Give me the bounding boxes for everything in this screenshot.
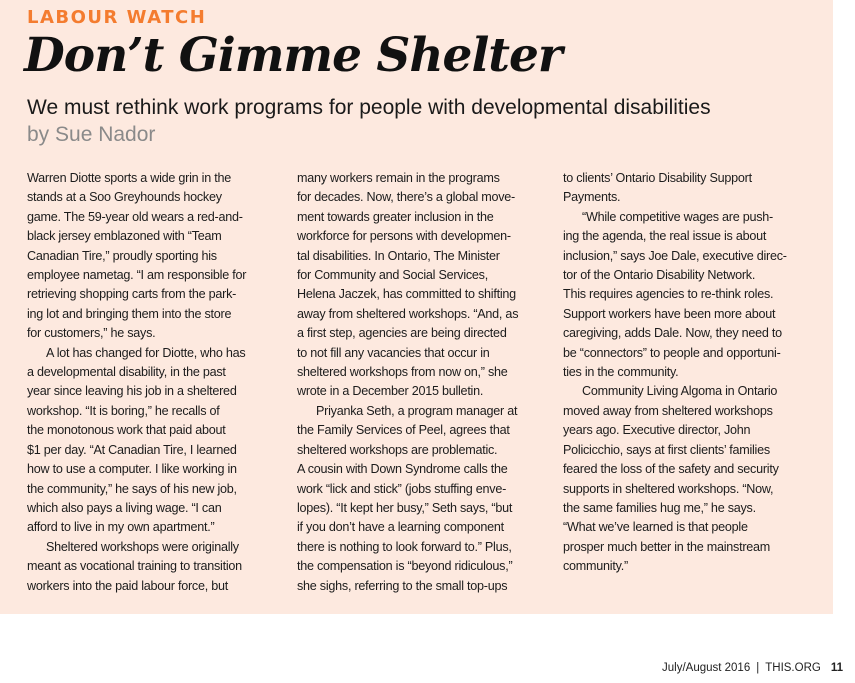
text-line: meant as vocational training to transition (27, 559, 242, 574)
text-line: Warren Diotte sports a wide grin in the (27, 171, 231, 185)
article-paragraph (27, 344, 269, 538)
text-line: ing the agenda, the real issue is about (563, 229, 767, 244)
article-column-2 (297, 169, 539, 596)
article-paragraph (563, 169, 805, 208)
text-line: be “connectors” to people and opportuni- (563, 345, 781, 360)
article-deck: We must rethink work programs for people with developmental disabilities (27, 96, 711, 119)
text-line: employee nametag. “I am responsible for (27, 268, 247, 283)
text-line: to not fill any vacancies that occur in (297, 345, 490, 360)
text-line: which also pays a living wage. “I can (27, 500, 222, 515)
text-line: ment towards greater inclusion in the (297, 209, 494, 224)
text-line: A cousin with Down Syndrome calls the (297, 462, 508, 477)
text-line: Priyanka Seth, a program manager at (316, 403, 518, 418)
text-line: lopes). “It kept her busy,” Seth says, “but (297, 500, 513, 515)
text-line: work “lick and stick” (jobs stuffing enve- (297, 481, 507, 496)
text-line: caregiving, adds Dale. Now, they need to (563, 326, 782, 341)
text-line: Payments. (563, 190, 621, 205)
text-line: supports in sheltered workshops. “Now, (563, 481, 774, 496)
text-line: $1 per day. “At Canadian Tire, I learned (27, 442, 237, 457)
text-line: “While competitive wages are push- (582, 209, 773, 224)
text-line: the compensation is “beyond ridiculous,” (297, 559, 513, 574)
text-line: year since leaving his job in a sheltered (27, 384, 237, 399)
text-line: A lot has changed for Diotte, who has (46, 345, 246, 360)
text-line: for decades. Now, there’s a global move- (297, 190, 515, 205)
text-line: ing lot and bringing them into the store (27, 306, 232, 321)
site-name: THIS.ORG (765, 662, 821, 674)
article-paragraph (27, 169, 269, 344)
article-paragraph (563, 208, 805, 383)
text-line: Support workers have been more about (563, 306, 776, 321)
text-line: This requires agencies to re-think roles. (563, 287, 774, 302)
page-footer (662, 662, 843, 674)
text-line: the Family Services of Peel, agrees that (297, 423, 510, 438)
text-line: away from sheltered workshops. “And, as (297, 306, 519, 321)
text-line: Policicchio, says at first clients’ families (563, 442, 770, 457)
section-kicker: LABOUR WATCH (27, 7, 207, 28)
text-line: Sheltered workshops were originally (46, 539, 239, 554)
text-line: the monotonous work that paid about (27, 423, 226, 438)
text-line: workforce for persons with developmen- (297, 229, 511, 244)
article-headline: Don’t Gimme Shelter (24, 28, 562, 83)
text-line: moved away from sheltered workshops (563, 403, 773, 418)
text-line: ties in the community. (563, 365, 679, 380)
text-line: a first step, agencies are being directed (297, 326, 507, 341)
text-line: retrieving shopping carts from the park- (27, 287, 237, 302)
issue-date: July/August 2016 (662, 662, 751, 674)
footer-separator: | (756, 662, 760, 674)
page-number: 11 (830, 662, 843, 674)
text-line: for customers,” he says. (27, 326, 156, 341)
text-line: Canadian Tire,” proudly sporting his (27, 248, 217, 263)
text-line: inclusion,” says Joe Dale, executive direc- (563, 248, 787, 263)
text-line: game. The 59-year old wears a red-and- (27, 209, 243, 224)
text-line: tor of the Ontario Disability Network. (563, 268, 756, 283)
article-paragraph (27, 538, 269, 596)
text-line: there is nothing to look forward to.” Plus, (297, 539, 512, 554)
text-line: Community Living Algoma in Ontario (582, 384, 778, 399)
text-line: to clients’ Ontario Disability Support (563, 171, 752, 185)
text-line: years ago. Executive director, John (563, 423, 751, 438)
text-line: prosper much better in the mainstream (563, 539, 771, 554)
text-line: how to use a computer. I like working in (27, 462, 237, 477)
text-line: the community,” he says of his new job, (27, 481, 237, 496)
text-line: for Community and Social Services, (297, 268, 488, 283)
text-line: wrote in a December 2015 bulletin. (297, 384, 484, 399)
text-line: if you don’t have a learning component (297, 520, 504, 535)
text-line: she sighs, referring to the small top-ups (297, 578, 508, 593)
article-column-3 (563, 169, 805, 577)
text-line: many workers remain in the programs (297, 171, 500, 185)
text-line: feared the loss of the safety and security (563, 462, 779, 477)
text-line: workshop. “It is boring,” he recalls of (27, 403, 220, 418)
text-line: community.” (563, 559, 628, 574)
article-column-1 (27, 169, 269, 596)
text-line: the same families hug me,” he says. (563, 500, 756, 515)
article-byline: by Sue Nador (27, 123, 156, 146)
text-line: sheltered workshops are problematic. (297, 442, 498, 457)
text-line: sheltered workshops from now on,” she (297, 365, 508, 380)
text-line: stands at a Soo Greyhounds hockey (27, 190, 222, 205)
article-paragraph (297, 169, 539, 402)
text-line: “What we’ve learned is that people (563, 520, 748, 535)
text-line: black jersey emblazoned with “Team (27, 229, 222, 244)
article-paragraph (563, 382, 805, 576)
article-paragraph (297, 402, 539, 596)
text-line: workers into the paid labour force, but (27, 578, 228, 593)
text-line: afford to live in my own apartment.” (27, 520, 215, 535)
text-line: tal disabilities. In Ontario, The Minister (297, 248, 500, 263)
text-line: Helena Jaczek, has committed to shifting (297, 287, 516, 302)
text-line: a developmental disability, in the past (27, 365, 226, 380)
